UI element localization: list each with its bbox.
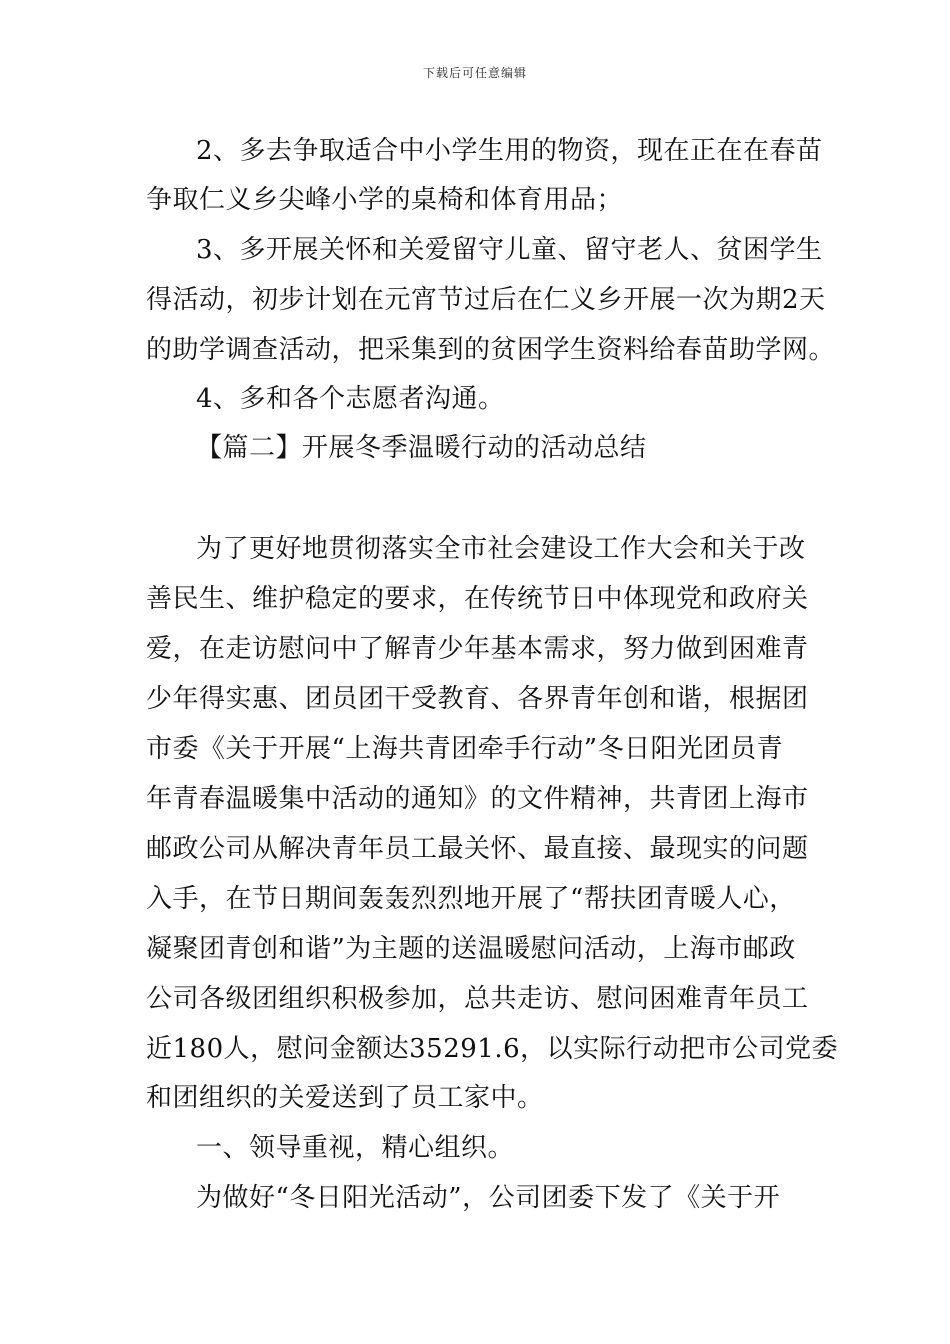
paragraph-line: 得活动，初步计划在元宵节过后在仁义乡开展一次为期2天 [146, 285, 826, 315]
paragraph-line: 一、领导重视，精心组织。 [196, 1133, 515, 1163]
paragraph-line: 善民生、维护稳定的要求，在传统节日中体现党和政府关 [146, 584, 809, 614]
paragraph-line: 为了更好地贯彻落实全市社会建设工作大会和关于改 [196, 534, 806, 564]
paragraph-line: 近180人，慰问金额达35291.6，以实际行动把市公司党委 [146, 1034, 839, 1064]
paragraph-line: 为做好“冬日阳光活动”，公司团委下发了《关于开 [196, 1183, 781, 1213]
paragraph-line: 爱，在走访慰问中了解青少年基本需求，努力做到困难青 [146, 634, 809, 664]
paragraph-line: 争取仁义乡尖峰小学的桌椅和体育用品； [146, 185, 624, 215]
paragraph-line: 少年得实惠、团员团干受教育、各界青年创和谐，根据团 [146, 684, 809, 714]
paragraph-line: 3、多开展关怀和关爱留守儿童、留守老人、贫困学生 [196, 235, 823, 265]
paragraph-line: 和团组织的关爱送到了员工家中。 [146, 1083, 544, 1113]
paragraph-line: 凝聚团青创和谐”为主题的送温暖慰问活动，上海市邮政 [146, 934, 796, 964]
paragraph-line: 公司各级团组织积极参加，总共走访、慰问困难青年员工 [146, 984, 809, 1014]
paragraph-line: 年青春温暖集中活动的通知》的文件精神，共青团上海市 [146, 784, 809, 814]
header-note: 下载后可任意编辑 [422, 66, 527, 80]
paragraph-line: 市委《关于开展“上海共青团牵手行动”冬日阳光团员青 [146, 734, 784, 764]
section-heading: 【篇二】开展冬季温暖行动的活动总结 [196, 433, 647, 463]
paragraph-line: 邮政公司从解决青年员工最关怀、最直接、最现实的问题 [146, 834, 809, 864]
paragraph-line: 4、多和各个志愿者沟通。 [196, 384, 505, 414]
paragraph-line: 入手，在节日期间轰轰烈烈地开展了“帮扶团青暖人心， [146, 884, 796, 914]
paragraph-line: 的助学调查活动，把采集到的贫困学生资料给春苗助学网。 [146, 335, 836, 365]
paragraph-line: 2、多去争取适合中小学生用的物资，现在正在在春苗 [196, 136, 823, 166]
